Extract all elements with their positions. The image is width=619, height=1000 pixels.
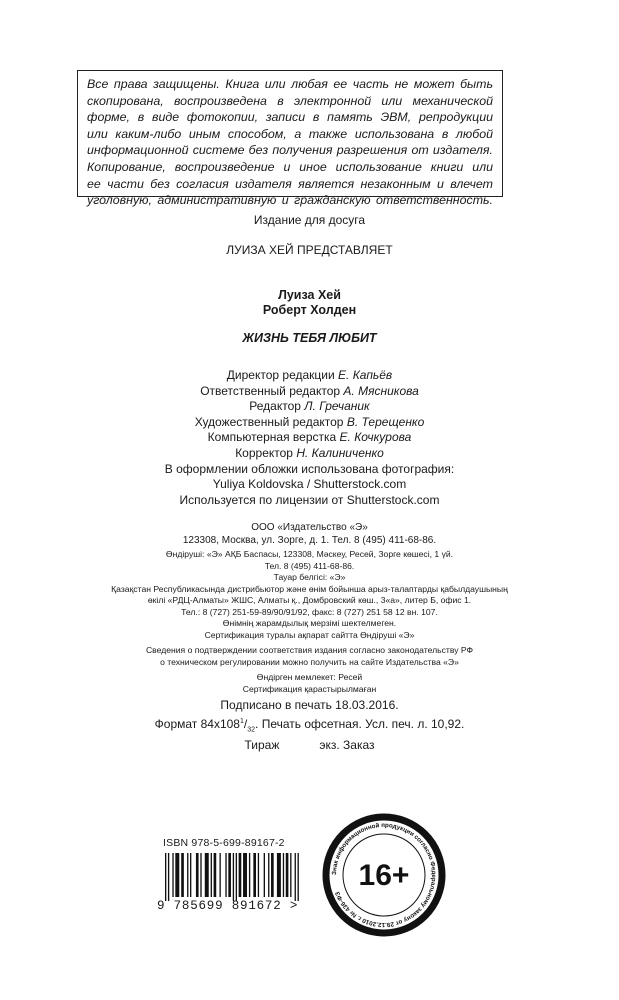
info-line: Өнімнің жарамдылық мерзімі шектелмеген.: [222, 618, 397, 628]
info-line: өкілі «РДЦ-Алматы» ЖШС, Алматы қ., Домбровский көш., 3«а», литер Б, офис 1.: [147, 595, 472, 605]
age-rating-label: 16+: [358, 859, 410, 892]
credit-line: Художественный редактор В. Терещенко: [194, 414, 425, 429]
info-line: Қазақстан Республикасында дистрибьютор және өнім бойынша арыз-талаптарды қабылдаушының: [111, 583, 508, 594]
publisher-name: ООО «Издательство «Э»: [251, 522, 368, 533]
credit-line: Ответственный редактор А. Мясникова: [200, 383, 419, 398]
copyright-line: форме, в виде фотокопии, записи в память ЭВМ, репродукции: [87, 110, 493, 125]
isbn-label: ISBN 978-5-699-89167-2: [163, 837, 285, 849]
copyright-line: или каким-либо иным способом, а также использована в любой: [87, 126, 493, 141]
photo-credit-line: В оформлении обложки использована фотография:: [164, 462, 455, 476]
info-line: Сведения о подтверждении соответствия издания согласно законодательству РФ: [145, 645, 474, 655]
copyright-line: скопирована, воспроизведена в электронной или механической: [87, 93, 493, 108]
book-title: ЖИЗНЬ ТЕБЯ ЛЮБИТ: [242, 331, 377, 345]
print-run: Тираж экз. Заказ: [244, 737, 375, 752]
copyright-notice: [77, 70, 503, 208]
photo-credit-line: Yuliya Koldovska / Shutterstock.com: [212, 477, 407, 492]
info-line: Өндіруші: «Э» АҚБ Баспасы, 123308, Мәскеу, Ресей, Зорге көшесі, 1 үй.: [165, 549, 454, 559]
series-label: ЛУИЗА ХЕЙ ПРЕДСТАВЛЯЕТ: [226, 243, 393, 257]
info-line: Тел. 8 (495) 411-68-86.: [264, 560, 355, 571]
kz-distributor-info: [0, 549, 619, 641]
author-name: Роберт Холден: [262, 303, 357, 317]
info-line: Тел.: 8 (727) 251-59-89/90/91/92, факс: 8 (727) 251 58 12 вн. 107.: [181, 606, 438, 617]
copyright-line: уголовную, административную и гражданскую ответственность.: [87, 193, 493, 208]
copyright-line: информационной системе без получения разрешения от издателя.: [87, 143, 493, 158]
barcode: [157, 837, 307, 919]
age-rating-icon: [322, 813, 446, 937]
info-line: Сертификация қарастырылмаған: [242, 683, 377, 694]
barcode-digits: 9 785699 891672 >: [157, 899, 299, 913]
credit-line: Редактор Л. Гречаник: [249, 399, 370, 414]
info-line: о техническом регулировании можно получить на сайте Издательства «Э»: [160, 656, 459, 667]
publisher-address: 123308, Москва, ул. Зорге, д. 1. Тел. 8 (495) 411-68-86.: [182, 535, 437, 546]
credit-line: Корректор Н. Калиниченко: [235, 445, 384, 460]
age-ring-text: Знак информационной продукции согласно Федеральному закону от 29.12.2010 г. № 436-ФЗ: [330, 821, 438, 929]
photo-credit-line: Используется по лицензии от Shutterstock.com: [179, 492, 440, 507]
certification-info: [0, 645, 619, 695]
info-line: Сертификация туралы ақпарат сайтта Өндіруші «Э»: [204, 629, 415, 640]
credit-line: Компьютерная верстка Е. Кочкурова: [207, 430, 412, 445]
copyright-line: Все права защищены. Книга или любая ее часть не может быть: [87, 77, 493, 91]
publisher-info: [0, 521, 619, 547]
signed-date: Подписано в печать 18.03.2016.: [220, 698, 399, 712]
editorial-credits: [0, 368, 619, 462]
print-info: [0, 698, 619, 754]
copyright-line: ее части без согласия издателя является незаконным и влечет: [87, 176, 493, 191]
barcode-bars: [165, 853, 299, 901]
author-name: Луиза Хей: [278, 288, 341, 302]
credit-line: Директор редакции Е. Капьёв: [226, 368, 393, 382]
photo-credit: [0, 462, 619, 508]
copyright-line: Копирование, воспроизведение и иное использование книги или: [87, 159, 493, 174]
format-line: Формат $84x108^1/_{32}$. Печать офсетная. Усл. печ. л. 10,92.: [154, 716, 465, 734]
info-line: Тауар белгісі: «Э»: [273, 572, 346, 582]
info-line: Өндірген мемлекет: Ресей: [256, 672, 363, 682]
edition-label: Издание для досуга: [253, 213, 366, 227]
